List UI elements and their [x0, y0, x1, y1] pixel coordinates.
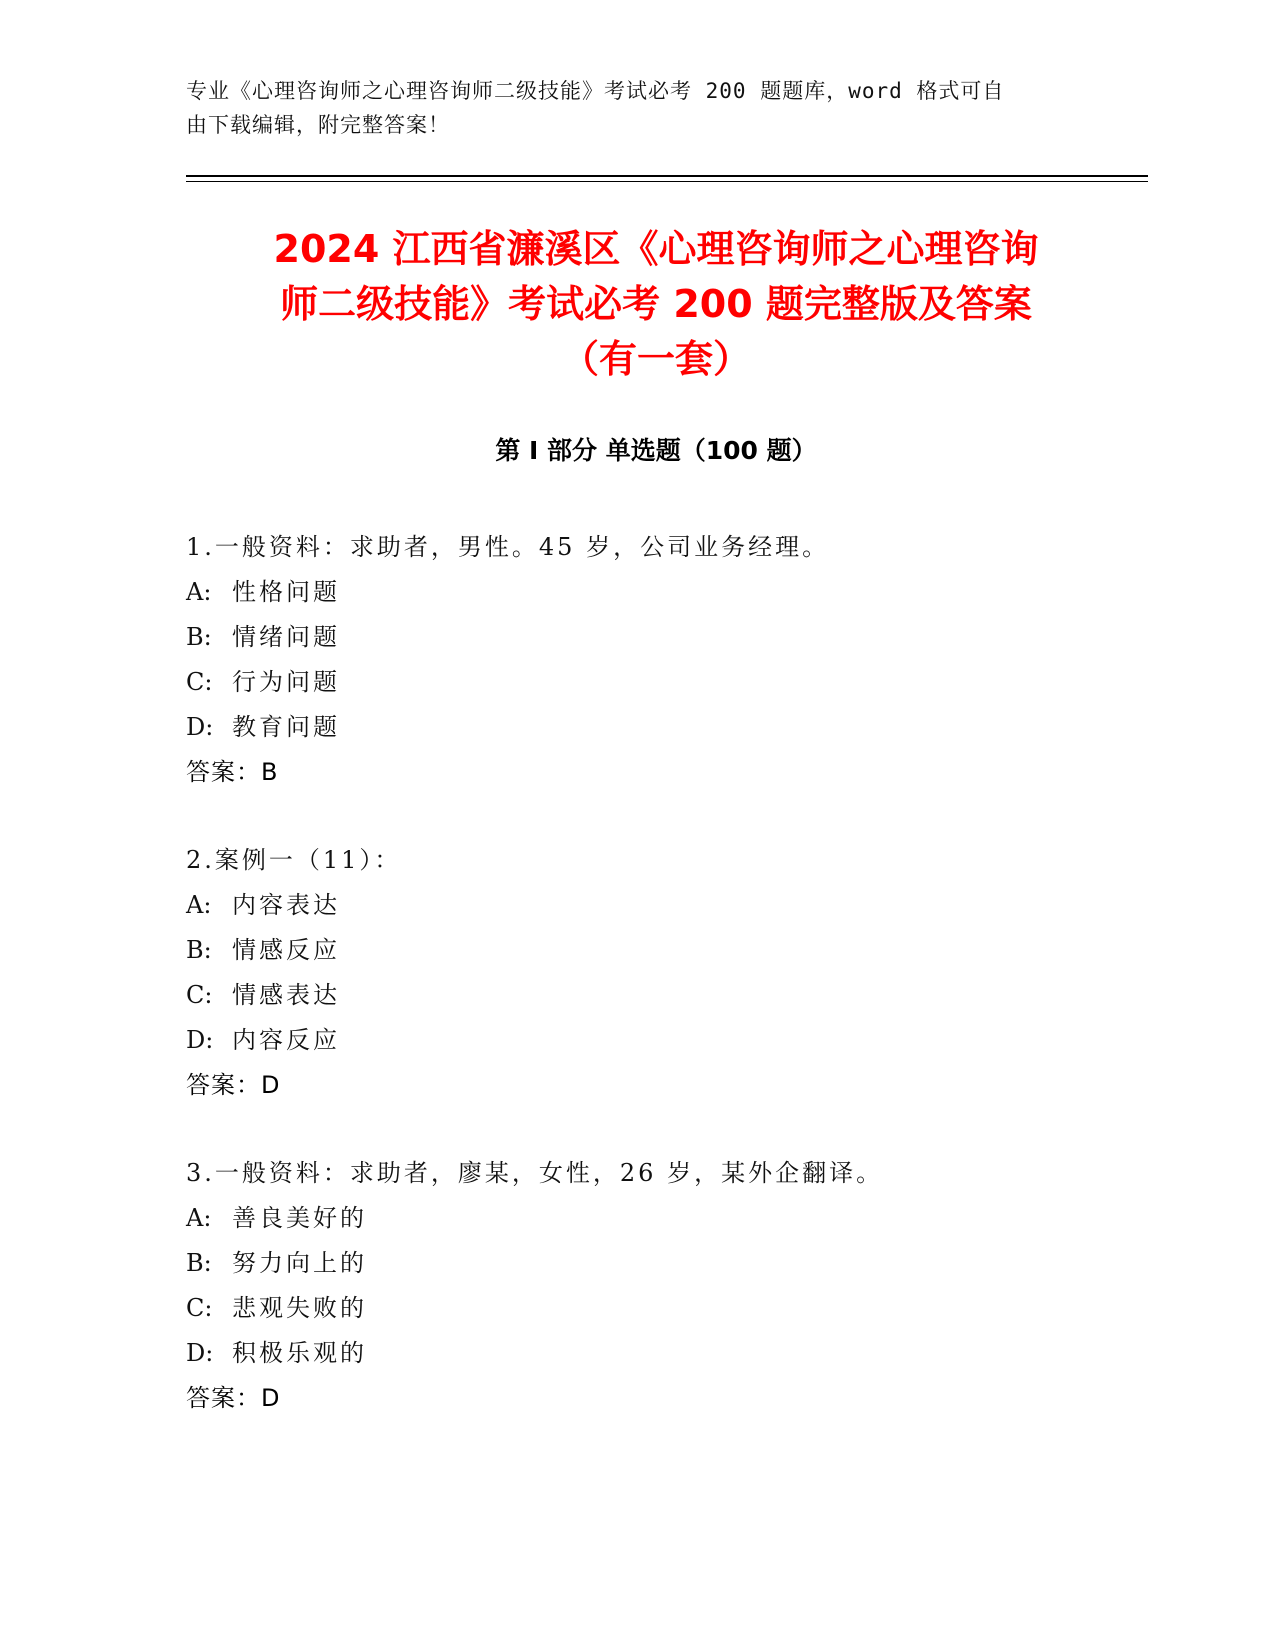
option-text: 积极乐观的 [232, 1339, 367, 1367]
option-key: D: [186, 1026, 214, 1054]
question-1 [186, 525, 1106, 795]
option-text: 内容表达 [232, 891, 340, 919]
option-b [186, 1241, 1106, 1286]
option-key: C: [186, 668, 213, 696]
question-stem: 2.案例一（11）： [186, 846, 402, 874]
option-a [186, 883, 1106, 928]
option-text: 情感反应 [232, 936, 340, 964]
option-key: A: [186, 891, 212, 919]
option-b [186, 615, 1106, 660]
option-key: D: [186, 713, 214, 741]
option-text: 教育问题 [232, 713, 340, 741]
option-key: B: [186, 936, 212, 964]
option-text: 善良美好的 [232, 1204, 367, 1232]
option-b [186, 928, 1106, 973]
document-title-line-3: （有一套） [560, 337, 751, 381]
document-title-line-2: 师二级技能》考试必考 200 题完整版及答案 [280, 282, 1032, 326]
option-c [186, 660, 1106, 705]
option-text: 内容反应 [232, 1026, 340, 1054]
option-text: 性格问题 [232, 578, 340, 606]
option-c [186, 973, 1106, 1018]
section-heading: 第 I 部分 单选题（100 题） [495, 436, 817, 465]
option-d [186, 1331, 1106, 1376]
header-note [186, 74, 1066, 142]
answer-line: 答案：D [186, 1071, 281, 1099]
option-text: 悲观失败的 [232, 1294, 367, 1322]
header-divider-thick [186, 175, 1148, 177]
option-key: A: [186, 1204, 212, 1232]
question-2 [186, 838, 1106, 1108]
option-text: 情感表达 [232, 981, 340, 1009]
question-3 [186, 1151, 1106, 1421]
option-text: 行为问题 [232, 668, 340, 696]
option-text: 努力向上的 [232, 1249, 367, 1277]
document-title-line-1: 2024 江西省濂溪区《心理咨询师之心理咨询 [273, 227, 1039, 271]
question-stem: 3.一般资料：求助者，廖某，女性，26 岁，某外企翻译。 [186, 1159, 884, 1187]
option-d [186, 1018, 1106, 1063]
header-note-line-1: 专业《心理咨询师之心理咨询师二级技能》考试必考 200 题题库，word 格式可自 [186, 79, 1005, 103]
option-text: 情绪问题 [232, 623, 340, 651]
option-a [186, 570, 1106, 615]
answer-line: 答案：B [186, 758, 279, 786]
option-a [186, 1196, 1106, 1241]
option-key: C: [186, 1294, 213, 1322]
option-key: B: [186, 1249, 212, 1277]
question-stem: 1.一般资料：求助者，男性。45 岁，公司业务经理。 [186, 533, 830, 561]
option-key: C: [186, 981, 213, 1009]
document-title [186, 222, 1126, 387]
answer-line: 答案：D [186, 1384, 281, 1412]
option-key: A: [186, 578, 212, 606]
header-note-line-2: 由下载编辑，附完整答案！ [186, 113, 450, 137]
header-divider-thin [186, 181, 1148, 182]
option-c [186, 1286, 1106, 1331]
option-key: B: [186, 623, 212, 651]
option-key: D: [186, 1339, 214, 1367]
option-d [186, 705, 1106, 750]
question-list [186, 525, 1106, 1464]
